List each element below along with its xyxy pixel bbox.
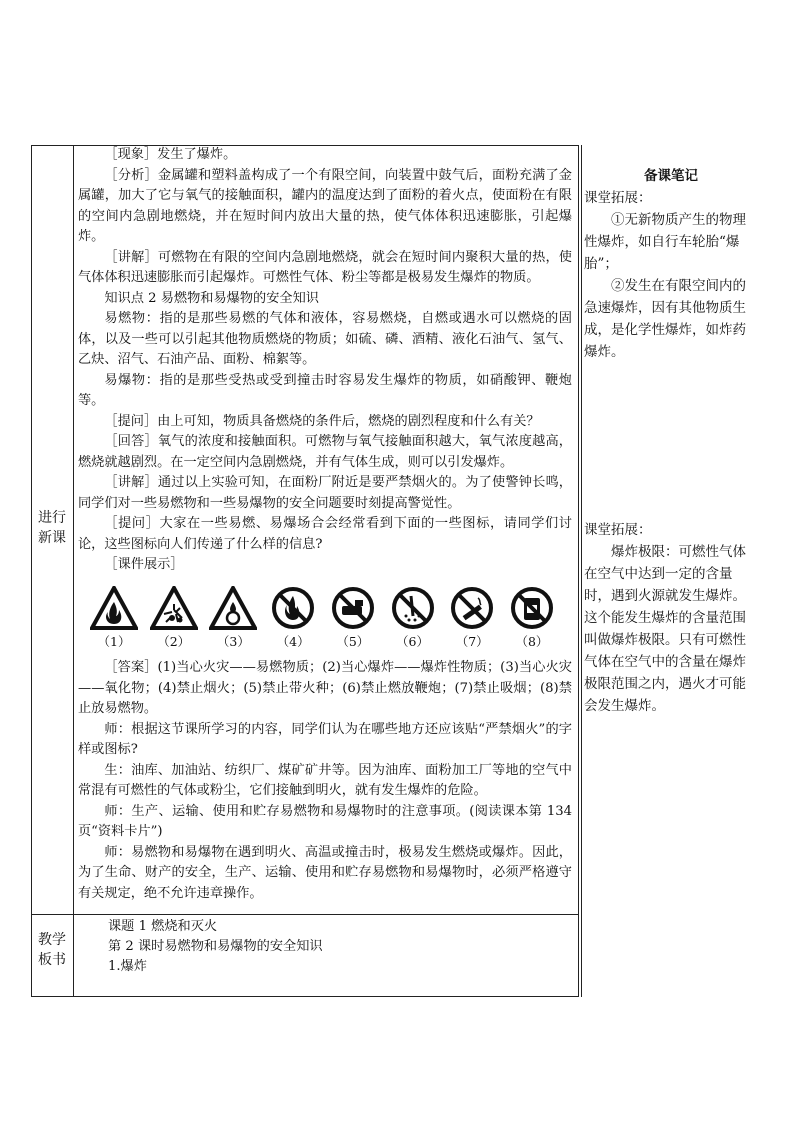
phenomenon-paragraph: ［现象］发生了爆炸。 [104,147,237,162]
oxidizer-warning-icon [209,586,257,630]
row-divider [31,914,579,915]
icon-label: （5） [336,633,370,649]
board-line-3: 1.爆炸 [108,959,147,974]
board-line-2: 第 2 课时易燃物和易爆物的安全知识 [108,939,323,954]
table-right-border [578,145,579,997]
lesson-content [78,145,572,904]
icon-label: （1） [97,633,131,649]
row-label-lesson: 进行 新课 [38,510,66,546]
safety-icons-row [88,586,558,653]
flammable-definition: 易燃物：指的是那些易燃的气体和液体，容易燃烧，自燃或遇水可以燃烧的固体，以及一些可以引起其他物质燃烧的物质；如硫、磷、酒精、液化石油气、氢气、乙炔、沼气、石油产品、面粉、棉絮等。 [78,311,572,367]
answer-paragraph: ［回答］氧气的浓度和接触面积。可燃物与氧气接触面积越大，氧气浓度越高，燃烧就越剧烈。在一定空间内急剧燃烧，并有气体生成，则可以引发爆炸。 [78,434,572,470]
explosive-warning-icon [150,586,198,630]
board-line-1: 课题 1 燃烧和灭火 [108,919,218,934]
analysis-paragraph: ［分析］金属罐和塑料盖构成了一个有限空间，向装置中鼓气后，面粉充满了金属罐，加大了它与氧气的接触面积，罐内的温度达到了面粉的着火点，使面粉在有限的空间内急剧地燃烧，并在短时间内放出大量的热，使气体体积迅速膨胀，引起爆炸。 [78,167,572,244]
notes-title: 备课笔记 [644,168,698,184]
teacher-question: 师：根据这节课所学习的内容，同学们认为在哪些地方还应该贴“严禁烟火”的字样或图标? [78,721,572,757]
question-paragraph-2: ［提问］大家在一些易燃、易爆场合会经常看到下面的一些图标，请同学们讨论，这些图标向人们传递了什么样的信息? [78,516,572,552]
icon-item [506,586,558,653]
table-left-border [31,145,32,997]
teacher-summary: 师：易燃物和易爆物在遇到明火、高温或撞击时，极易发生燃烧或爆炸。因此，为了生命、财产的安全，生产、运输、使用和贮存易燃物和易爆物时，必须严格遵守有关规定，绝不允许违章操作。 [78,844,572,901]
icon-item [88,586,140,653]
icon-label: （8） [515,633,549,649]
table-bottom-border [31,996,579,997]
icon-label: （4） [276,633,310,649]
knowledge-point-heading: 知识点 2 易燃物和易爆物的安全知识 [104,290,319,306]
icon-label: （3） [216,633,250,649]
icon-label: （2） [157,633,191,649]
notes-section2-text: 爆炸极限：可燃性气体在空气中达到一定的含量时，遇到火源就发生爆炸。这个能发生爆炸的含量范围叫做爆炸极限。只有可燃性气体在空气中的含量在爆炸极限范围之内，遇火才可能会发生爆炸。 [584,544,746,714]
row-label-board: 教学 板书 [38,932,66,968]
answer-list-paragraph: ［答案］(1)当心火灾——易燃物质；(2)当心爆炸——爆炸性物质；(3)当心火灾——氧化物；(4)禁止烟火；(5)禁止带火种；(6)禁止燃放鞭炮；(7)禁止吸烟；(8)禁止放易燃物。 [78,660,572,716]
explosive-definition: 易爆物：指的是那些受热或受到撞击时容易发生爆炸的物质，如硝酸钾、鞭炮等。 [78,372,572,408]
notes-divider [581,145,582,997]
icon-item [267,586,319,653]
board-content [108,917,323,977]
no-open-flame-icon [269,586,317,630]
icon-item [387,586,439,653]
icon-label: （7） [455,633,489,649]
flammable-warning-icon [90,586,138,630]
notes-item-2: ②发生在有限空间内的急速爆炸，因有其他物质生成，是化学性爆炸，如炸药爆炸。 [584,278,746,360]
no-fireworks-icon [389,586,437,630]
courseware-label: ［课件展示］ [104,557,184,572]
notes-section2-head: 课堂拓展： [584,522,652,538]
teacher-note: 师：生产、运输、使用和贮存易燃物和易爆物时的注意事项。(阅读课本第 134 页“资料卡片”) [78,803,572,839]
explanation-paragraph-2: ［讲解］通过以上实验可知，在面粉厂附近是要严禁烟火的。为了使警钟长鸣，同学们对一些易燃物和一些易爆物的安全问题要时刻提高警觉性。 [78,475,572,511]
icon-item [207,586,259,653]
notes-section1-head: 课堂拓展： [584,190,652,206]
column-divider [73,145,74,997]
student-answer: 生：油库、加油站、纺织厂、煤矿矿井等。因为油库、面粉加工厂等地的空气中常混有可燃性的气体或粉尘，它们接触到明火，就有发生爆炸的危险。 [78,762,572,798]
prep-notes [584,145,758,717]
icon-item [327,586,379,653]
icon-label: （6） [396,633,429,649]
icon-item [446,586,498,653]
no-kindling-icon [329,586,377,630]
no-smoking-icon [448,586,496,630]
question-paragraph: ［提问］由上可知，物质具备燃烧的条件后，燃烧的剧烈程度和什么有关？ [104,413,540,429]
explanation-paragraph: ［讲解］可燃物在有限的空间内急剧地燃烧，就会在短时间内聚积大量的热，使气体体积迅速膨胀而引起爆炸。可燃性气体、粉尘等都是极易发生爆炸的物质。 [78,249,572,285]
notes-item-1: ①无新物质产生的物理性爆炸，如自行车轮胎“爆胎”； [584,212,746,272]
no-flammable-storage-icon [508,586,556,630]
icon-item [148,586,200,653]
